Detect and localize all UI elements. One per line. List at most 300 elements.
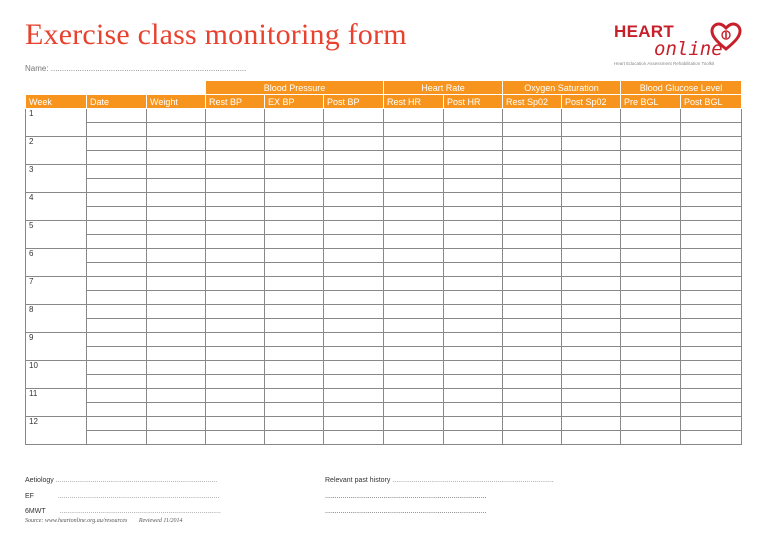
entry-cell[interactable] xyxy=(324,165,384,179)
entry-cell[interactable] xyxy=(206,389,265,403)
entry-cell[interactable] xyxy=(444,249,503,263)
entry-cell[interactable] xyxy=(503,207,562,221)
entry-cell[interactable] xyxy=(147,389,206,403)
entry-cell[interactable] xyxy=(621,305,681,319)
entry-cell[interactable] xyxy=(444,137,503,151)
entry-cell[interactable] xyxy=(562,319,621,333)
entry-cell[interactable] xyxy=(384,235,444,249)
entry-cell[interactable] xyxy=(503,417,562,431)
entry-cell[interactable] xyxy=(265,263,324,277)
entry-cell[interactable] xyxy=(681,221,742,235)
entry-cell[interactable] xyxy=(324,151,384,165)
entry-cell[interactable] xyxy=(621,347,681,361)
entry-cell[interactable] xyxy=(87,333,147,347)
entry-cell[interactable] xyxy=(384,207,444,221)
entry-cell[interactable] xyxy=(444,375,503,389)
entry-cell[interactable] xyxy=(87,151,147,165)
entry-cell[interactable] xyxy=(681,375,742,389)
entry-cell[interactable] xyxy=(206,305,265,319)
entry-cell[interactable] xyxy=(265,207,324,221)
entry-cell[interactable] xyxy=(265,389,324,403)
entry-cell[interactable] xyxy=(444,151,503,165)
sixmwt-label: 6MWT xyxy=(25,508,46,515)
entry-cell[interactable] xyxy=(324,207,384,221)
table-row xyxy=(26,123,742,137)
entry-cell[interactable] xyxy=(384,431,444,445)
entry-cell[interactable] xyxy=(265,361,324,375)
entry-cell[interactable] xyxy=(562,221,621,235)
entry-cell[interactable] xyxy=(621,151,681,165)
entry-cell[interactable] xyxy=(384,347,444,361)
entry-cell[interactable] xyxy=(503,151,562,165)
entry-cell[interactable] xyxy=(206,235,265,249)
entry-cell[interactable] xyxy=(503,179,562,193)
week-cell: 5 xyxy=(26,221,87,249)
entry-cell[interactable] xyxy=(384,333,444,347)
entry-cell[interactable] xyxy=(384,249,444,263)
reviewed-text: Reviewed 11/2014 xyxy=(138,518,183,524)
entry-cell[interactable] xyxy=(206,179,265,193)
entry-cell[interactable] xyxy=(562,165,621,179)
entry-cell[interactable] xyxy=(562,235,621,249)
entry-cell[interactable] xyxy=(206,263,265,277)
entry-cell[interactable] xyxy=(503,319,562,333)
aetiology-label: Aetiology xyxy=(25,477,54,484)
entry-cell[interactable] xyxy=(87,305,147,319)
column-header: Rest Sp02 xyxy=(503,95,562,109)
table-row xyxy=(26,249,742,263)
entry-cell[interactable] xyxy=(621,249,681,263)
entry-cell[interactable] xyxy=(503,123,562,137)
entry-cell[interactable] xyxy=(147,361,206,375)
entry-cell[interactable] xyxy=(147,179,206,193)
entry-cell[interactable] xyxy=(444,193,503,207)
entry-cell[interactable] xyxy=(621,207,681,221)
entry-cell[interactable] xyxy=(503,389,562,403)
entry-cell[interactable] xyxy=(87,375,147,389)
entry-cell[interactable] xyxy=(324,389,384,403)
table-row xyxy=(26,291,742,305)
entry-cell[interactable] xyxy=(206,151,265,165)
entry-cell[interactable] xyxy=(265,235,324,249)
entry-cell[interactable] xyxy=(503,431,562,445)
entry-cell[interactable] xyxy=(444,235,503,249)
entry-cell[interactable] xyxy=(444,417,503,431)
entry-cell[interactable] xyxy=(621,235,681,249)
entry-cell[interactable] xyxy=(621,431,681,445)
entry-cell[interactable] xyxy=(87,347,147,361)
entry-cell[interactable] xyxy=(265,291,324,305)
entry-cell[interactable] xyxy=(444,291,503,305)
entry-cell[interactable] xyxy=(87,249,147,263)
entry-cell[interactable] xyxy=(265,319,324,333)
entry-cell[interactable] xyxy=(681,235,742,249)
entry-cell[interactable] xyxy=(503,333,562,347)
entry-cell[interactable] xyxy=(681,123,742,137)
entry-cell[interactable] xyxy=(621,193,681,207)
entry-cell[interactable] xyxy=(621,221,681,235)
entry-cell[interactable] xyxy=(324,333,384,347)
entry-cell[interactable] xyxy=(324,305,384,319)
entry-cell[interactable] xyxy=(147,249,206,263)
entry-cell[interactable] xyxy=(384,361,444,375)
group-blood-pressure: Blood Pressure xyxy=(206,81,384,95)
entry-cell[interactable] xyxy=(87,123,147,137)
source-note xyxy=(25,518,183,524)
entry-cell[interactable] xyxy=(206,165,265,179)
entry-cell[interactable] xyxy=(87,179,147,193)
entry-cell[interactable] xyxy=(206,431,265,445)
table-row xyxy=(26,235,742,249)
entry-cell[interactable] xyxy=(681,151,742,165)
entry-cell[interactable] xyxy=(621,109,681,123)
entry-cell[interactable] xyxy=(562,249,621,263)
entry-cell[interactable] xyxy=(324,123,384,137)
entry-cell[interactable] xyxy=(621,165,681,179)
entry-cell[interactable] xyxy=(87,263,147,277)
entry-cell[interactable] xyxy=(384,389,444,403)
entry-cell[interactable] xyxy=(87,277,147,291)
entry-cell[interactable] xyxy=(562,291,621,305)
entry-cell[interactable] xyxy=(265,193,324,207)
entry-cell[interactable] xyxy=(206,207,265,221)
entry-cell[interactable] xyxy=(324,137,384,151)
entry-cell[interactable] xyxy=(324,375,384,389)
entry-cell[interactable] xyxy=(562,207,621,221)
entry-cell[interactable] xyxy=(265,221,324,235)
entry-cell[interactable] xyxy=(681,305,742,319)
entry-cell[interactable] xyxy=(147,165,206,179)
entry-cell[interactable] xyxy=(681,277,742,291)
entry-cell[interactable] xyxy=(384,221,444,235)
entry-cell[interactable] xyxy=(562,333,621,347)
table-row xyxy=(26,165,742,179)
entry-cell[interactable] xyxy=(681,109,742,123)
entry-cell[interactable] xyxy=(384,137,444,151)
entry-cell[interactable] xyxy=(444,277,503,291)
entry-cell[interactable] xyxy=(503,361,562,375)
entry-cell[interactable] xyxy=(265,179,324,193)
column-header: EX BP xyxy=(265,95,324,109)
entry-cell[interactable] xyxy=(681,165,742,179)
entry-cell[interactable] xyxy=(444,221,503,235)
entry-cell[interactable] xyxy=(681,207,742,221)
entry-cell[interactable] xyxy=(503,235,562,249)
entry-cell[interactable] xyxy=(444,179,503,193)
entry-cell[interactable] xyxy=(681,403,742,417)
entry-cell[interactable] xyxy=(562,109,621,123)
entry-cell[interactable] xyxy=(147,207,206,221)
entry-cell[interactable] xyxy=(562,347,621,361)
entry-cell[interactable] xyxy=(87,431,147,445)
entry-cell[interactable] xyxy=(562,431,621,445)
entry-cell[interactable] xyxy=(621,319,681,333)
entry-cell[interactable] xyxy=(206,137,265,151)
entry-cell[interactable] xyxy=(147,221,206,235)
entry-cell[interactable] xyxy=(503,291,562,305)
entry-cell[interactable] xyxy=(324,235,384,249)
entry-cell[interactable] xyxy=(444,263,503,277)
entry-cell[interactable] xyxy=(562,151,621,165)
entry-cell[interactable] xyxy=(681,347,742,361)
entry-cell[interactable] xyxy=(503,403,562,417)
name-field[interactable]: Name: ........................................................................................ xyxy=(25,64,247,73)
entry-cell[interactable] xyxy=(324,291,384,305)
entry-cell[interactable] xyxy=(503,375,562,389)
entry-cell[interactable] xyxy=(562,389,621,403)
entry-cell[interactable] xyxy=(265,333,324,347)
entry-cell[interactable] xyxy=(621,263,681,277)
entry-cell[interactable] xyxy=(681,249,742,263)
entry-cell[interactable] xyxy=(87,319,147,333)
entry-cell[interactable] xyxy=(503,249,562,263)
entry-cell[interactable] xyxy=(621,179,681,193)
entry-cell[interactable] xyxy=(147,137,206,151)
entry-cell[interactable] xyxy=(384,179,444,193)
entry-cell[interactable] xyxy=(147,417,206,431)
entry-cell[interactable] xyxy=(265,249,324,263)
entry-cell[interactable] xyxy=(444,389,503,403)
entry-cell[interactable] xyxy=(621,403,681,417)
entry-cell[interactable] xyxy=(562,417,621,431)
entry-cell[interactable] xyxy=(562,361,621,375)
entry-cell[interactable] xyxy=(384,291,444,305)
table-row xyxy=(26,375,742,389)
entry-cell[interactable] xyxy=(206,109,265,123)
table-row xyxy=(26,207,742,221)
table-row xyxy=(26,403,742,417)
week-cell: 2 xyxy=(26,137,87,165)
entry-cell[interactable] xyxy=(384,417,444,431)
entry-cell[interactable] xyxy=(562,277,621,291)
entry-cell[interactable] xyxy=(324,249,384,263)
table-row xyxy=(26,221,742,235)
entry-cell[interactable] xyxy=(444,347,503,361)
entry-cell[interactable] xyxy=(384,375,444,389)
entry-cell[interactable] xyxy=(681,291,742,305)
entry-cell[interactable] xyxy=(87,165,147,179)
entry-cell[interactable] xyxy=(87,389,147,403)
entry-cell[interactable] xyxy=(562,403,621,417)
entry-cell[interactable] xyxy=(147,375,206,389)
entry-cell[interactable] xyxy=(206,249,265,263)
entry-cell[interactable] xyxy=(324,361,384,375)
column-header-row xyxy=(26,95,742,109)
entry-cell[interactable] xyxy=(147,193,206,207)
entry-cell[interactable] xyxy=(444,403,503,417)
ef-field[interactable] xyxy=(25,493,219,500)
entry-cell[interactable] xyxy=(681,137,742,151)
table-row xyxy=(26,151,742,165)
entry-cell[interactable] xyxy=(206,347,265,361)
entry-cell[interactable] xyxy=(147,277,206,291)
entry-cell[interactable] xyxy=(147,305,206,319)
entry-cell[interactable] xyxy=(206,221,265,235)
entry-cell[interactable] xyxy=(324,319,384,333)
entry-cell[interactable] xyxy=(444,305,503,319)
entry-cell[interactable] xyxy=(206,193,265,207)
entry-cell[interactable] xyxy=(503,347,562,361)
entry-cell[interactable] xyxy=(444,431,503,445)
entry-cell[interactable] xyxy=(147,151,206,165)
entry-cell[interactable] xyxy=(265,375,324,389)
entry-cell[interactable] xyxy=(681,179,742,193)
entry-cell[interactable] xyxy=(384,403,444,417)
entry-cell[interactable] xyxy=(324,109,384,123)
entry-cell[interactable] xyxy=(562,137,621,151)
entry-cell[interactable] xyxy=(265,165,324,179)
history-dots: ................................................................................... xyxy=(392,477,554,484)
entry-cell[interactable] xyxy=(206,375,265,389)
entry-cell[interactable] xyxy=(265,137,324,151)
entry-cell[interactable] xyxy=(324,179,384,193)
entry-cell[interactable] xyxy=(621,375,681,389)
entry-cell[interactable] xyxy=(384,109,444,123)
entry-cell[interactable] xyxy=(444,361,503,375)
week-cell: 7 xyxy=(26,277,87,305)
entry-cell[interactable] xyxy=(265,305,324,319)
entry-cell[interactable] xyxy=(147,319,206,333)
entry-cell[interactable] xyxy=(503,305,562,319)
entry-cell[interactable] xyxy=(621,361,681,375)
entry-cell[interactable] xyxy=(87,137,147,151)
entry-cell[interactable] xyxy=(681,193,742,207)
entry-cell[interactable] xyxy=(265,431,324,445)
entry-cell[interactable] xyxy=(681,333,742,347)
table-row xyxy=(26,333,742,347)
entry-cell[interactable] xyxy=(324,347,384,361)
entry-cell[interactable] xyxy=(503,221,562,235)
entry-cell[interactable] xyxy=(503,193,562,207)
entry-cell[interactable] xyxy=(444,319,503,333)
entry-cell[interactable] xyxy=(265,277,324,291)
entry-cell[interactable] xyxy=(265,109,324,123)
sixmwt-field[interactable] xyxy=(25,508,221,515)
entry-cell[interactable] xyxy=(147,263,206,277)
entry-cell[interactable] xyxy=(562,179,621,193)
table-row xyxy=(26,305,742,319)
entry-cell[interactable] xyxy=(206,361,265,375)
entry-cell[interactable] xyxy=(324,417,384,431)
entry-cell[interactable] xyxy=(87,403,147,417)
sixmwt-dots: ................................................................................... xyxy=(59,508,221,515)
entry-cell[interactable] xyxy=(87,291,147,305)
entry-cell[interactable] xyxy=(681,319,742,333)
entry-cell[interactable] xyxy=(681,417,742,431)
history-field[interactable] xyxy=(325,477,554,484)
entry-cell[interactable] xyxy=(384,193,444,207)
entry-cell[interactable] xyxy=(444,123,503,137)
entry-cell[interactable] xyxy=(384,277,444,291)
entry-cell[interactable] xyxy=(324,221,384,235)
entry-cell[interactable] xyxy=(206,403,265,417)
entry-cell[interactable] xyxy=(87,207,147,221)
entry-cell[interactable] xyxy=(87,109,147,123)
entry-cell[interactable] xyxy=(265,151,324,165)
entry-cell[interactable] xyxy=(384,165,444,179)
entry-cell[interactable] xyxy=(147,235,206,249)
table-row xyxy=(26,431,742,445)
entry-cell[interactable] xyxy=(503,277,562,291)
entry-cell[interactable] xyxy=(621,123,681,137)
entry-cell[interactable] xyxy=(621,277,681,291)
entry-cell[interactable] xyxy=(324,193,384,207)
entry-cell[interactable] xyxy=(147,431,206,445)
entry-cell[interactable] xyxy=(621,389,681,403)
entry-cell[interactable] xyxy=(87,235,147,249)
entry-cell[interactable] xyxy=(87,361,147,375)
entry-cell[interactable] xyxy=(384,123,444,137)
entry-cell[interactable] xyxy=(681,431,742,445)
entry-cell[interactable] xyxy=(206,319,265,333)
entry-cell[interactable] xyxy=(621,417,681,431)
entry-cell[interactable] xyxy=(621,137,681,151)
entry-cell[interactable] xyxy=(206,417,265,431)
entry-cell[interactable] xyxy=(265,417,324,431)
entry-cell[interactable] xyxy=(206,291,265,305)
entry-cell[interactable] xyxy=(147,109,206,123)
entry-cell[interactable] xyxy=(562,263,621,277)
entry-cell[interactable] xyxy=(324,263,384,277)
entry-cell[interactable] xyxy=(265,123,324,137)
entry-cell[interactable] xyxy=(147,333,206,347)
entry-cell[interactable] xyxy=(562,193,621,207)
history-line-3[interactable]: ................................................................................... xyxy=(325,508,487,515)
entry-cell[interactable] xyxy=(621,291,681,305)
entry-cell[interactable] xyxy=(324,277,384,291)
entry-cell[interactable] xyxy=(384,305,444,319)
entry-cell[interactable] xyxy=(621,333,681,347)
entry-cell[interactable] xyxy=(444,109,503,123)
entry-cell[interactable] xyxy=(384,151,444,165)
entry-cell[interactable] xyxy=(147,347,206,361)
entry-cell[interactable] xyxy=(444,333,503,347)
aetiology-field[interactable] xyxy=(25,477,217,484)
entry-cell[interactable] xyxy=(324,431,384,445)
entry-cell[interactable] xyxy=(265,347,324,361)
entry-cell[interactable] xyxy=(503,263,562,277)
entry-cell[interactable] xyxy=(681,361,742,375)
history-line-2[interactable]: ................................................................................... xyxy=(325,493,487,500)
entry-cell[interactable] xyxy=(206,123,265,137)
entry-cell[interactable] xyxy=(681,389,742,403)
entry-cell[interactable] xyxy=(503,137,562,151)
entry-cell[interactable] xyxy=(444,165,503,179)
entry-cell[interactable] xyxy=(503,165,562,179)
entry-cell[interactable] xyxy=(384,319,444,333)
entry-cell[interactable] xyxy=(147,403,206,417)
entry-cell[interactable] xyxy=(87,221,147,235)
entry-cell[interactable] xyxy=(562,123,621,137)
entry-cell[interactable] xyxy=(681,263,742,277)
entry-cell[interactable] xyxy=(562,305,621,319)
entry-cell[interactable] xyxy=(444,207,503,221)
entry-cell[interactable] xyxy=(206,333,265,347)
entry-cell[interactable] xyxy=(147,123,206,137)
entry-cell[interactable] xyxy=(562,375,621,389)
entry-cell[interactable] xyxy=(503,109,562,123)
entry-cell[interactable] xyxy=(87,417,147,431)
entry-cell[interactable] xyxy=(324,403,384,417)
table-row xyxy=(26,347,742,361)
entry-cell[interactable] xyxy=(384,263,444,277)
group-heart-rate: Heart Rate xyxy=(384,81,503,95)
week-cell: 8 xyxy=(26,305,87,333)
entry-cell[interactable] xyxy=(206,277,265,291)
entry-cell[interactable] xyxy=(87,193,147,207)
entry-cell[interactable] xyxy=(147,291,206,305)
entry-cell[interactable] xyxy=(265,403,324,417)
